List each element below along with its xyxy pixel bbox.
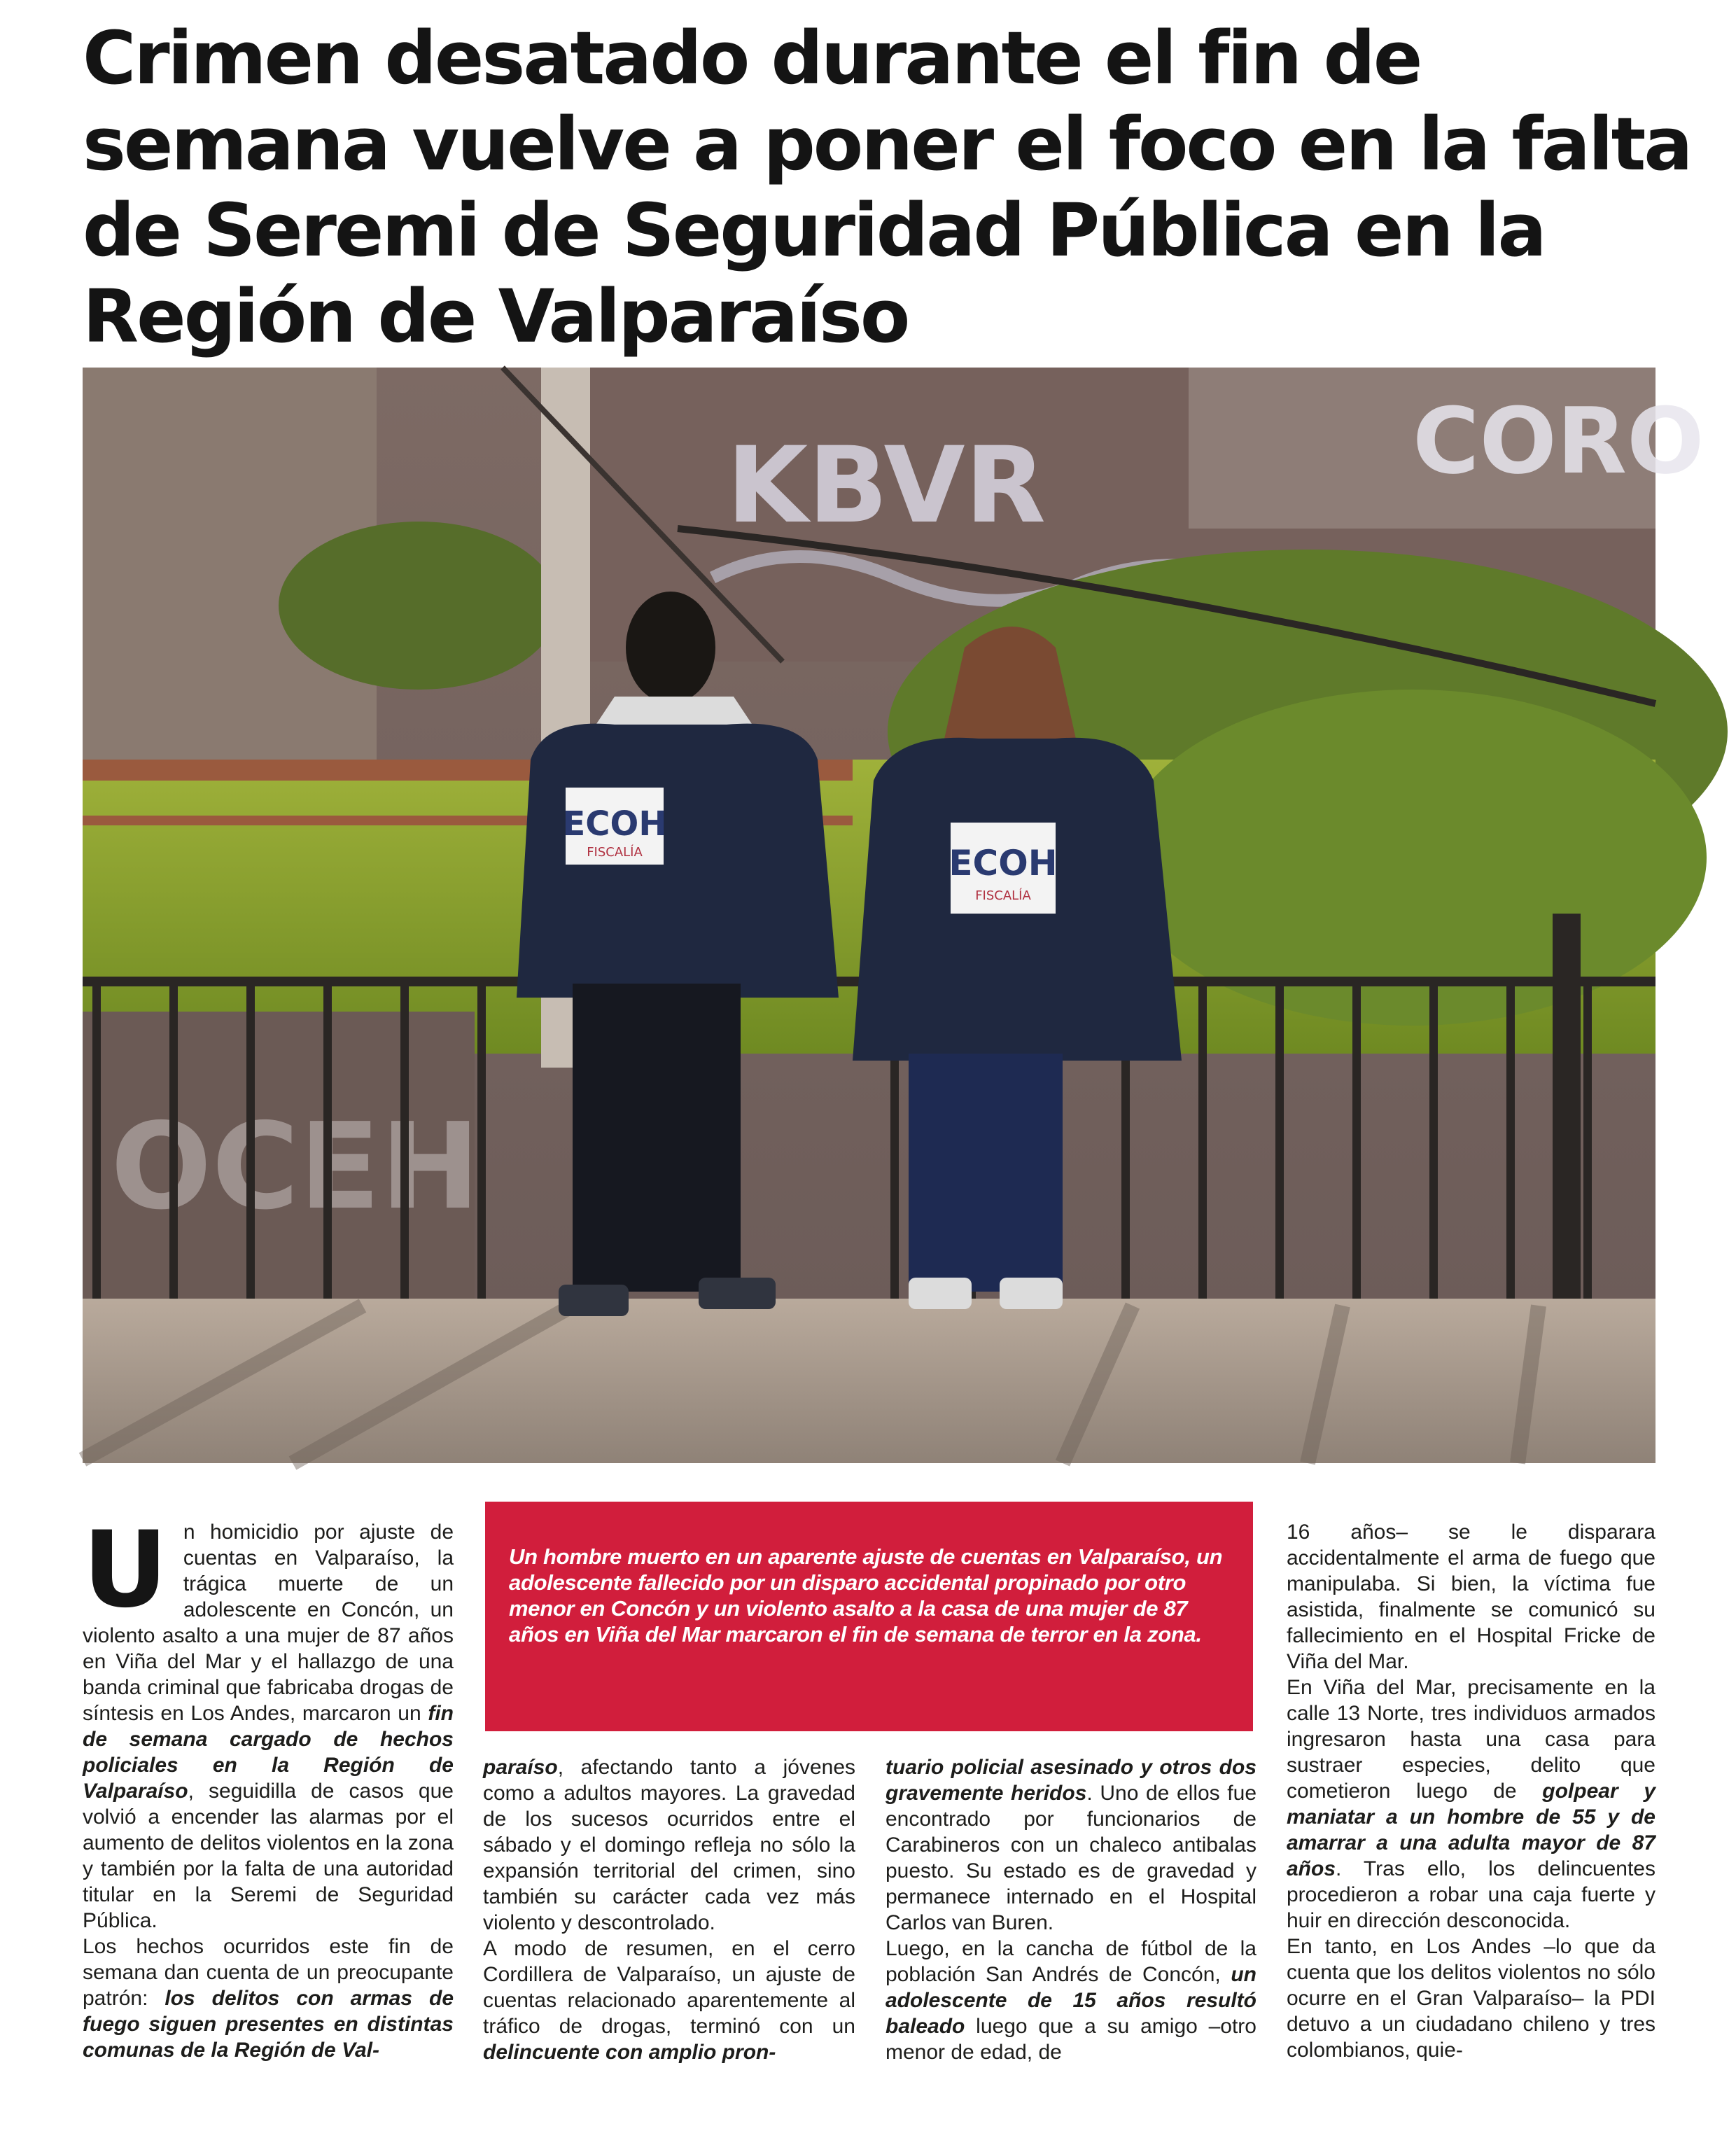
paragraph: Los hechos ocurridos este fin de semana dan cuenta de un preocupante patrón: los delitos con armas de fuego siguen presentes en distintas comunas de la Región de Val- (83, 1935, 454, 2062)
graffiti-right: CORO (1413, 388, 1704, 494)
paragraph: En Viña del Mar, precisamente en la calle 13 Norte, tres individuos armados ingresaron hasta una casa para sustraer especies, delito que cometieron luego de golpear y maniatar a un hombre de 55 y de amarrar a una adulta mayor de 87 años. Tras ello, los delincuentes procedieron a robar una caja fuerte y huir en dirección desconocida. (1287, 1676, 1656, 1932)
news-photo (83, 368, 1704, 1463)
svg-text:OCEH: OCEH (111, 1098, 480, 1236)
jacket-sub-right: FISCALÍA (975, 888, 1031, 903)
pullquote-box (485, 1502, 1253, 1731)
article-column-1 (83, 1509, 454, 2063)
paragraph: Luego, en la cancha de fútbol de la población San Andrés de Concón, un adolescente de 15 años resultó baleado luego que a su amigo –otro menor de edad, de (886, 1937, 1256, 2064)
paragraph: paraíso, afectando tanto a jóvenes como a adultos mayores. La gravedad de los sucesos ocurridos entre el sábado y el domingo refleja no sólo la expansión territorial del crimen, sino también su carácter cada vez más violento y descontrolado. (483, 1756, 855, 1934)
drop-cap: U (83, 1509, 168, 1631)
paragraph: A modo de resumen, en el cerro Cordillera de Valparaíso, un ajuste de cuentas relacionado aparentemente al tráfico de drogas, terminó con un delincuente con amplio pron- (483, 1937, 855, 2064)
jacket-sub-left: FISCALÍA (587, 845, 643, 860)
jacket-label-right: ECOH (948, 843, 1058, 883)
paragraph: 16 años– se le disparara accidentalmente el arma de fuego que manipulaba. Si bien, la víctima fue asistida, finalmente se comunicó su fallecimiento en el Hospital Fricke de Viña del Mar. (1287, 1521, 1656, 1673)
pullquote-text: Un hombre muerto en un aparente ajuste de cuentas en Valparaíso, un adolescente fallecido por un disparo accidental propinado por otro menor en Concón y un violento asalto a la casa de una mujer de 87 años en Viña del Mar marcaron el fin de semana de terror en la zona. (509, 1544, 1223, 1647)
paragraph: tuario policial asesinado y otros dos gravemente heridos. Uno de ellos fue encontrado por funcionarios de Carabineros con un chaleco antibalas puesto. Su estado es de gravedad y permanece internado en el Hospital Carlos van Buren. (886, 1756, 1256, 1934)
article-column-2 (483, 1754, 855, 2065)
paragraph: n homicidio por ajuste de cuentas en Valparaíso, la trágica muerte de un adolescente en Concón, un violento asalto a una mujer de 87 años en Viña del Mar y el hallazgo de una banda criminal que fabricaba drogas de síntesis en Los Andes, marcaron un fin de semana cargado de hechos policiales en la Región de Valparaíso, seguidilla de casos que volvió a encender las alarmas por el aumento de delitos violentos en la zona y también por la falta de una autoridad titular en la Seremi de Seguridad Pública. (83, 1521, 454, 1932)
jacket-label-left: ECOH (562, 804, 667, 844)
headline: Crimen desatado durante el fin de semana vuelve a poner el foco en la falta de Seremi de Seguridad Pública en la Región de Valparaíso (83, 15, 1691, 359)
graffiti-left: KBVR (727, 425, 1046, 547)
paragraph: En tanto, en Los Andes –lo que da cuenta que los delitos violentos no sólo ocurre en el Gran Valparaíso– la PDI detuvo a un ciudadano chileno y tres colombianos, quie- (1287, 1935, 1656, 2062)
photo-scene (83, 368, 1704, 1463)
article-column-4 (1287, 1519, 1656, 2063)
article-column-3 (886, 1754, 1256, 2065)
